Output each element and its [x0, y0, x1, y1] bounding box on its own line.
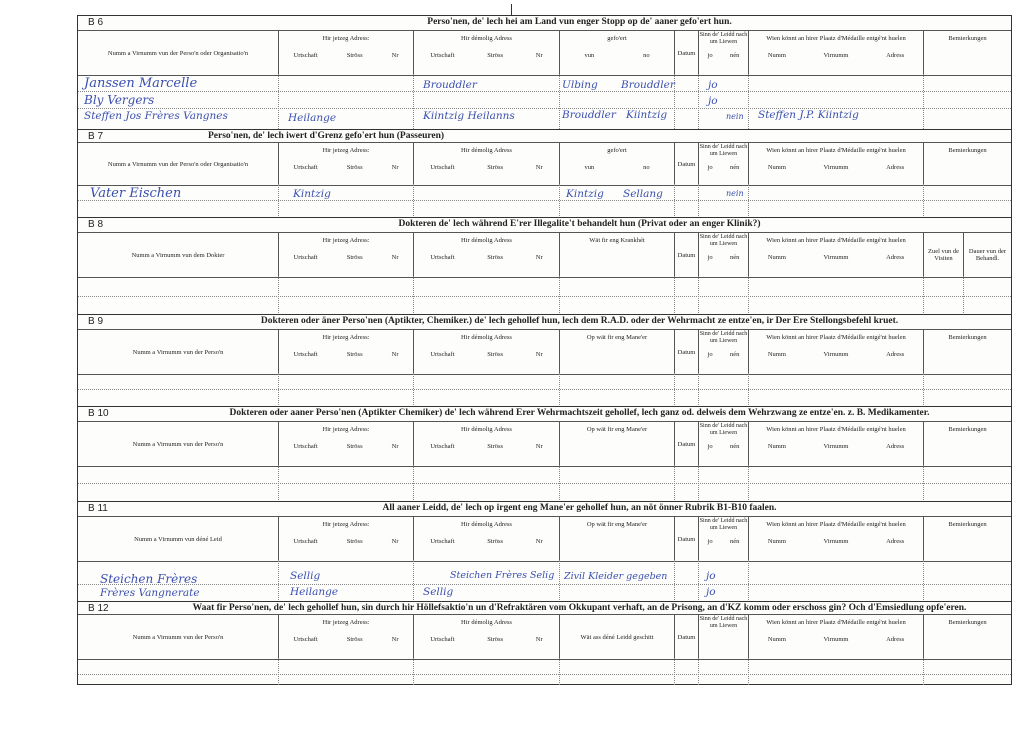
col-line [413, 74, 414, 129]
section-title: Dokteren de' lech während E'rer Illegalite't behandelt hun (Privat oder an enger Klinik?) [398, 219, 761, 229]
handwritten-address: Heilange [288, 112, 337, 124]
section-b12 [78, 601, 1011, 684]
header-sinn: Sinn de' Leidd nach um Liewen [698, 615, 748, 659]
header-current-address: Hir jetzeg Adress: Urtschaft Ströss Nr [278, 233, 413, 277]
header-maneer: Op wät fir eng Mane'er [559, 330, 674, 374]
header-bemierk: Bemierkungen [923, 517, 1011, 561]
header-name: Numm a Virnumm vun déné Leid [134, 535, 222, 543]
row-line [78, 296, 1011, 297]
section-b7 [78, 129, 1011, 217]
handwritten-address: Sellig [290, 570, 321, 582]
column-header [78, 142, 1011, 186]
col-line [413, 465, 414, 502]
col-line [748, 373, 749, 407]
handwritten-name: Frères Vangnerate [100, 587, 200, 599]
header-name: Numm a Virnumm vun der Perso'n [132, 348, 224, 356]
header-bemierk: Bemierkungen [923, 422, 1011, 466]
column-header [78, 516, 1011, 562]
col-line [698, 560, 699, 602]
col-line [559, 184, 560, 218]
section-title: Dokteren oder äner Perso'nen (Aptikter, Chemiker.) de' lech gehollef hun, lech dem R.A.D. oder der Wehrmacht ze entze'en, ir Der Ere Stellongsbefehl kruet. [260, 316, 899, 326]
col-line [278, 184, 279, 218]
col-line [674, 658, 675, 685]
col-line [278, 560, 279, 602]
header-old-address: Hir démolig Adress Urtschaft Ströss Nr [413, 143, 559, 185]
header-sinn: Sinn de' Leidd nach um Liewen jo nén [698, 422, 748, 466]
header-old-address: Hir démolig Adress Urtschaft Ströss Nr [413, 233, 559, 277]
handwritten-yes: jo [708, 79, 718, 91]
header-current-address: Hir jetzeg Adress: Urtschaft Ströss Nr [278, 31, 413, 75]
header-sinn: Sinn de' Leidd nach um Liewen jo nén [698, 330, 748, 374]
col-line [748, 560, 749, 602]
col-line [748, 74, 749, 129]
col-line [748, 184, 749, 218]
col-line [559, 465, 560, 502]
header-zuel: Zuel vun de Visiten [923, 233, 963, 277]
column-header [78, 421, 1011, 467]
handwritten-from: Kintzig [566, 188, 604, 200]
header-current-address: Hir jetzeg Adress: Urtschaft Ströss Nr [278, 517, 413, 561]
section-code: B 7 [88, 131, 104, 142]
col-line [923, 184, 924, 218]
header-wien: Wien könnt an hirer Plaatz d'Médaille entgé'nt huelen Numm Virnumm Adress [748, 31, 923, 75]
col-line [748, 658, 749, 685]
handwritten-to: Kiintzig [626, 109, 668, 121]
header-gefoert: gefo'ert vun no [559, 143, 674, 185]
col-line [413, 658, 414, 685]
row-line [78, 584, 1011, 585]
col-line [278, 658, 279, 685]
header-current-address: Hir jetzeg Adress: Urtschaft Ströss Nr [278, 615, 413, 659]
col-line [559, 560, 560, 602]
header-wien: Wien könnt an hirer Plaatz d'Médaille entgé'nt huelen Numm Virnumm Adress [748, 143, 923, 185]
section-code: B 12 [88, 603, 109, 614]
section-title: Dokteren oder aaner Perso'nen (Aptikter Chemiker) de' lech während Erer Wehrmachtszeit gehollef, lech ganz od. delweis dem Wehrzwang ze entze'en. z. B. Medikamenter. [229, 408, 930, 418]
col-line [748, 276, 749, 315]
handwritten-from: Ulbing [562, 79, 598, 91]
col-line [674, 184, 675, 218]
col-line [674, 560, 675, 602]
column-header [78, 614, 1011, 660]
col-line [559, 276, 560, 315]
col-line [923, 276, 924, 315]
section-code: B 11 [88, 503, 108, 514]
col-line [698, 184, 699, 218]
col-line [674, 465, 675, 502]
col-line [923, 74, 924, 129]
col-line [674, 373, 675, 407]
col-line [748, 465, 749, 502]
col-line [278, 465, 279, 502]
col-line [278, 74, 279, 129]
header-current-address: Hir jetzeg Adress: Urtschaft Ströss Nr [278, 143, 413, 185]
row-line [78, 91, 1011, 92]
section-b11 [78, 501, 1011, 601]
section-code: B 9 [88, 316, 104, 327]
handwritten-name: Vater Eischen [90, 186, 182, 201]
header-name: Numm a Virnumm vun der Perso'n oder Organisatio'n [107, 49, 249, 57]
section-title: Perso'nen, de' lech iwert d'Grenz gefo'ert hun (Passeuren) [208, 131, 445, 141]
col-line [559, 74, 560, 129]
header-bemierk: Bemierkungen [923, 330, 1011, 374]
header-datum: Datum [674, 330, 698, 374]
handwritten-old-address: Brouddler [423, 79, 477, 91]
handwritten-recipient: Steffen J.P. Kiintzig [758, 109, 859, 121]
col-line [698, 658, 699, 685]
header-old-address: Hir démolig Adress Urtschaft Ströss Nr [413, 330, 559, 374]
header-datum: Datum [674, 233, 698, 277]
row-line [78, 674, 1011, 675]
header-gefoert: gefo'ert vun no [559, 31, 674, 75]
section-b10 [78, 406, 1011, 501]
section-code: B 6 [88, 17, 104, 28]
handwritten-manner: Zivil Kleider gegeben [564, 571, 668, 582]
header-dauer: Dauer vun der Behandl. [963, 233, 1011, 277]
header-bemierk: Bemierkungen [923, 615, 1011, 659]
row-line [78, 200, 1011, 201]
col-line [278, 276, 279, 315]
row-line [78, 483, 1011, 484]
header-old-address: Hir démolig Adress Urtschaft Ströss Nr [413, 422, 559, 466]
col-line [413, 560, 414, 602]
col-line [674, 276, 675, 315]
header-name: Numm a Virnumm vun der Perso'n oder Organisatio'n [107, 160, 249, 168]
header-wien: Wien könnt an hirer Plaatz d'Médaille entgé'nt huelen Numm Virnumm Adress [748, 422, 923, 466]
handwritten-to: Brouddler [621, 79, 675, 91]
header-name: Numm a Virnumm vun der Perso'n [132, 440, 224, 448]
col-line [923, 658, 924, 685]
handwritten-address: Heilange [290, 586, 339, 598]
col-line [963, 276, 964, 315]
col-line [923, 373, 924, 407]
col-line [698, 74, 699, 129]
header-bemierk: Bemierkungen [923, 143, 1011, 185]
section-title: All aaner Leidd, de' lech op irgent eng Mane'er gehollef hun, an nöt önner Rubrik B1-B10 faalen. [382, 503, 777, 513]
header-sinn: Sinn de' Leidd nach um Liewen jo nén [698, 31, 748, 75]
section-b9 [78, 314, 1011, 406]
header-datum: Datum [674, 31, 698, 75]
form-sheet [77, 15, 1012, 685]
header-wien: Wien könnt an hirer Plaatz d'Médaille entgé'nt huelen Numm Virnumm Adress [748, 233, 923, 277]
col-line [559, 373, 560, 407]
handwritten-name: Bly Vergers [84, 93, 155, 107]
handwritten-old-address: Kiintzig Heilanns [423, 110, 515, 122]
header-wien: Wien könnt an hirer Plaatz d'Médaille entgé'nt huelen Numm Virnumm Adress [748, 615, 923, 659]
column-header [78, 329, 1011, 375]
col-line [923, 465, 924, 502]
header-bemierk: Bemierkungen [923, 31, 1011, 75]
handwritten-from: Brouddler [562, 109, 616, 121]
section-code: B 10 [88, 408, 109, 419]
handwritten-to: Sellang [623, 188, 663, 200]
header-krankhet: Wät fir eng Krankhét [559, 233, 674, 277]
handwritten-yes: jo [706, 570, 716, 582]
section-title: Perso'nen, de' lech hei am Land vun enger Stopp op de' aaner gefo'ert hun. [427, 17, 732, 27]
header-datum: Datum [674, 615, 698, 659]
header-old-address: Hir démolig Adress Urtschaft Ströss Nr [413, 517, 559, 561]
header-sinn: Sinn de' Leidd nach um Liewen jo nén [698, 143, 748, 185]
handwritten-old-address: Sellig [423, 586, 454, 598]
row-line [78, 389, 1011, 390]
col-line [698, 373, 699, 407]
handwritten-name: Steffen Jos Frères Vangnes [84, 110, 228, 122]
handwritten-yes: jo [708, 95, 718, 107]
header-old-address: Hir démolig Adress Urtschaft Ströss Nr [413, 615, 559, 659]
handwritten-old-address: Steichen Frères Selig [450, 570, 555, 581]
col-line [413, 184, 414, 218]
handwritten-no: nein [726, 112, 744, 121]
header-name: Numm a Virnumm vun der Perso'n [132, 633, 224, 641]
col-line [413, 276, 414, 315]
header-datum: Datum [674, 517, 698, 561]
handwritten-no: nein [726, 189, 744, 198]
section-b8 [78, 217, 1011, 314]
header-datum: Datum [674, 143, 698, 185]
column-header [78, 30, 1011, 76]
section-b6 [78, 16, 1011, 129]
header-waat-leid: Wät ass déné Leidd geschitt [559, 615, 674, 659]
handwritten-name: Steichen Frères [100, 572, 198, 586]
header-current-address: Hir jetzeg Adress: Urtschaft Ströss Nr [278, 422, 413, 466]
header-current-address: Hir jetzeg Adress: Urtschaft Ströss Nr [278, 330, 413, 374]
section-code: B 8 [88, 219, 104, 230]
header-name: Numm a Virnumm vun dem Dokter [131, 251, 225, 259]
handwritten-yes: jo [706, 586, 716, 598]
header-maneer: Op wät fir eng Mane'er [559, 517, 674, 561]
handwritten-name: Janssen Marcelle [84, 76, 198, 91]
col-line [698, 276, 699, 315]
row-line [78, 108, 1011, 109]
section-title: Waat fir Perso'nen, de' lech gehollef hun, sin durch hir Höllefsaktio'n un d'Refraktären vom Okkupant verhaft, an de Prisong, an d'KZ komm oder erschoss gin? Och d'Emsiedlung opfe'eren. [192, 603, 967, 613]
header-maneer: Op wät fir eng Mane'er [559, 422, 674, 466]
header-wien: Wien könnt an hirer Plaatz d'Médaille entgé'nt huelen Numm Virnumm Adress [748, 330, 923, 374]
col-line [698, 465, 699, 502]
header-wien: Wien könnt an hirer Plaatz d'Médaille entgé'nt huelen Numm Virnumm Adress [748, 517, 923, 561]
header-datum: Datum [674, 422, 698, 466]
col-line [413, 373, 414, 407]
header-sinn: Sinn de' Leidd nach um Liewen jo nén [698, 517, 748, 561]
top-tick-mark [511, 4, 512, 15]
col-line [559, 658, 560, 685]
handwritten-address: Kintzig [293, 188, 331, 200]
col-line [923, 560, 924, 602]
col-line [278, 373, 279, 407]
header-old-address: Hir démolig Adress Urtschaft Ströss Nr [413, 31, 559, 75]
column-header [78, 232, 1011, 278]
header-sinn: Sinn de' Leidd nach um Liewen jo nén [698, 233, 748, 277]
